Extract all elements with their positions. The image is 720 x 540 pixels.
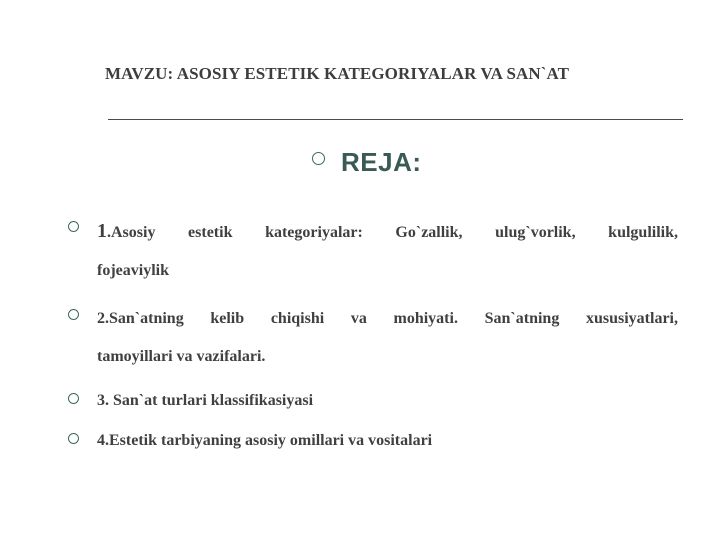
plan-list [68,212,678,466]
plan-item-2-line-2: tamoyillari va vazifalari. [97,348,266,365]
plan-item-1 [68,212,678,290]
plan-item-1-text: .Asosiy estetik kategoriyalar: Go`zallik, ulug`vorlik, kulgulilik, [107,224,678,241]
plan-item-3 [68,386,678,416]
plan-item-4 [68,426,678,456]
plan-item-3-text: 3. San`at turlari klassifikasiyasi [97,392,314,409]
bullet-circle-icon [68,393,79,404]
plan-item-2-line-1: 2.San`atning kelib chiqishi va mohiyati. San`atning xususiyatlari, [97,310,678,327]
topic-title: MAVZU: ASOSIY ESTETIK KATEGORIYALAR VA SAN`AT [105,64,570,83]
plan-item-2 [68,300,678,376]
bullet-circle-icon [68,309,79,320]
plan-item-1-number: 1 [97,220,107,242]
plan-item-1-line-1 [97,212,678,252]
plan-item-1-line-2: fojeaviylik [97,262,169,279]
bullet-circle-icon [312,152,325,165]
plan-heading-label: REJA: [341,147,422,177]
plan-item-4-text: 4.Estetik tarbiyaning asosiy omillari va vositalari [97,432,433,449]
plan-heading [312,147,422,178]
bullet-circle-icon [68,221,79,232]
title-divider [108,119,683,120]
bullet-circle-icon [68,433,79,444]
